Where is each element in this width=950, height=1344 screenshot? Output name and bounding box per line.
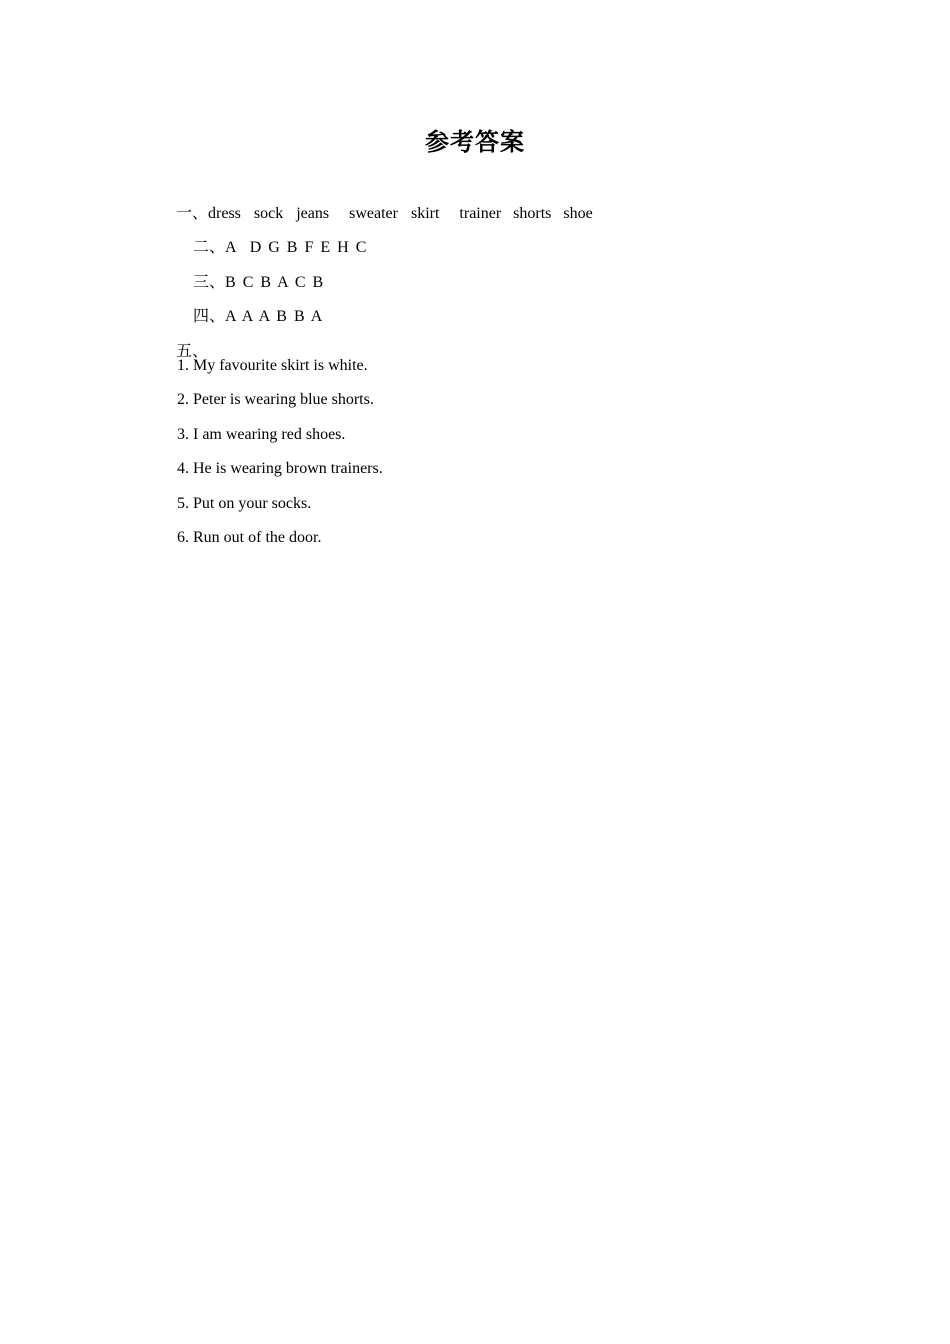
word-item: shorts	[513, 205, 552, 222]
sentence-item: 3. I am wearing red shoes.	[177, 426, 346, 443]
section-3-answers: B C B A C B	[225, 274, 324, 291]
section-2-answers: A D G B F E H C	[225, 239, 367, 256]
word-item: dress	[208, 205, 241, 222]
sentence-item: 2. Peter is wearing blue shorts.	[177, 391, 374, 408]
word-item: skirt	[410, 205, 440, 222]
sentence-item: 4. He is wearing brown trainers.	[177, 460, 383, 477]
word-item: shoe	[563, 205, 593, 222]
word-item: sock	[253, 205, 284, 222]
section-4-label: 四、	[193, 306, 226, 325]
word-item: sweater	[349, 205, 398, 222]
section-2-label: 二、	[193, 237, 226, 256]
word-item: jeans	[296, 205, 330, 222]
section-4-answers: A A A B B A	[225, 308, 323, 325]
sentence-item: 5. Put on your socks.	[177, 495, 312, 512]
section-3-label: 三、	[193, 272, 226, 291]
section-5-label-text: 五、	[176, 341, 209, 360]
page-title: 参考答案	[425, 128, 525, 156]
sentence-item: 1. My favourite skirt is white.	[177, 357, 368, 374]
section-1-label: 一、	[176, 203, 209, 222]
word-item: trainer	[459, 205, 502, 222]
sentence-item: 6. Run out of the door.	[177, 529, 322, 546]
